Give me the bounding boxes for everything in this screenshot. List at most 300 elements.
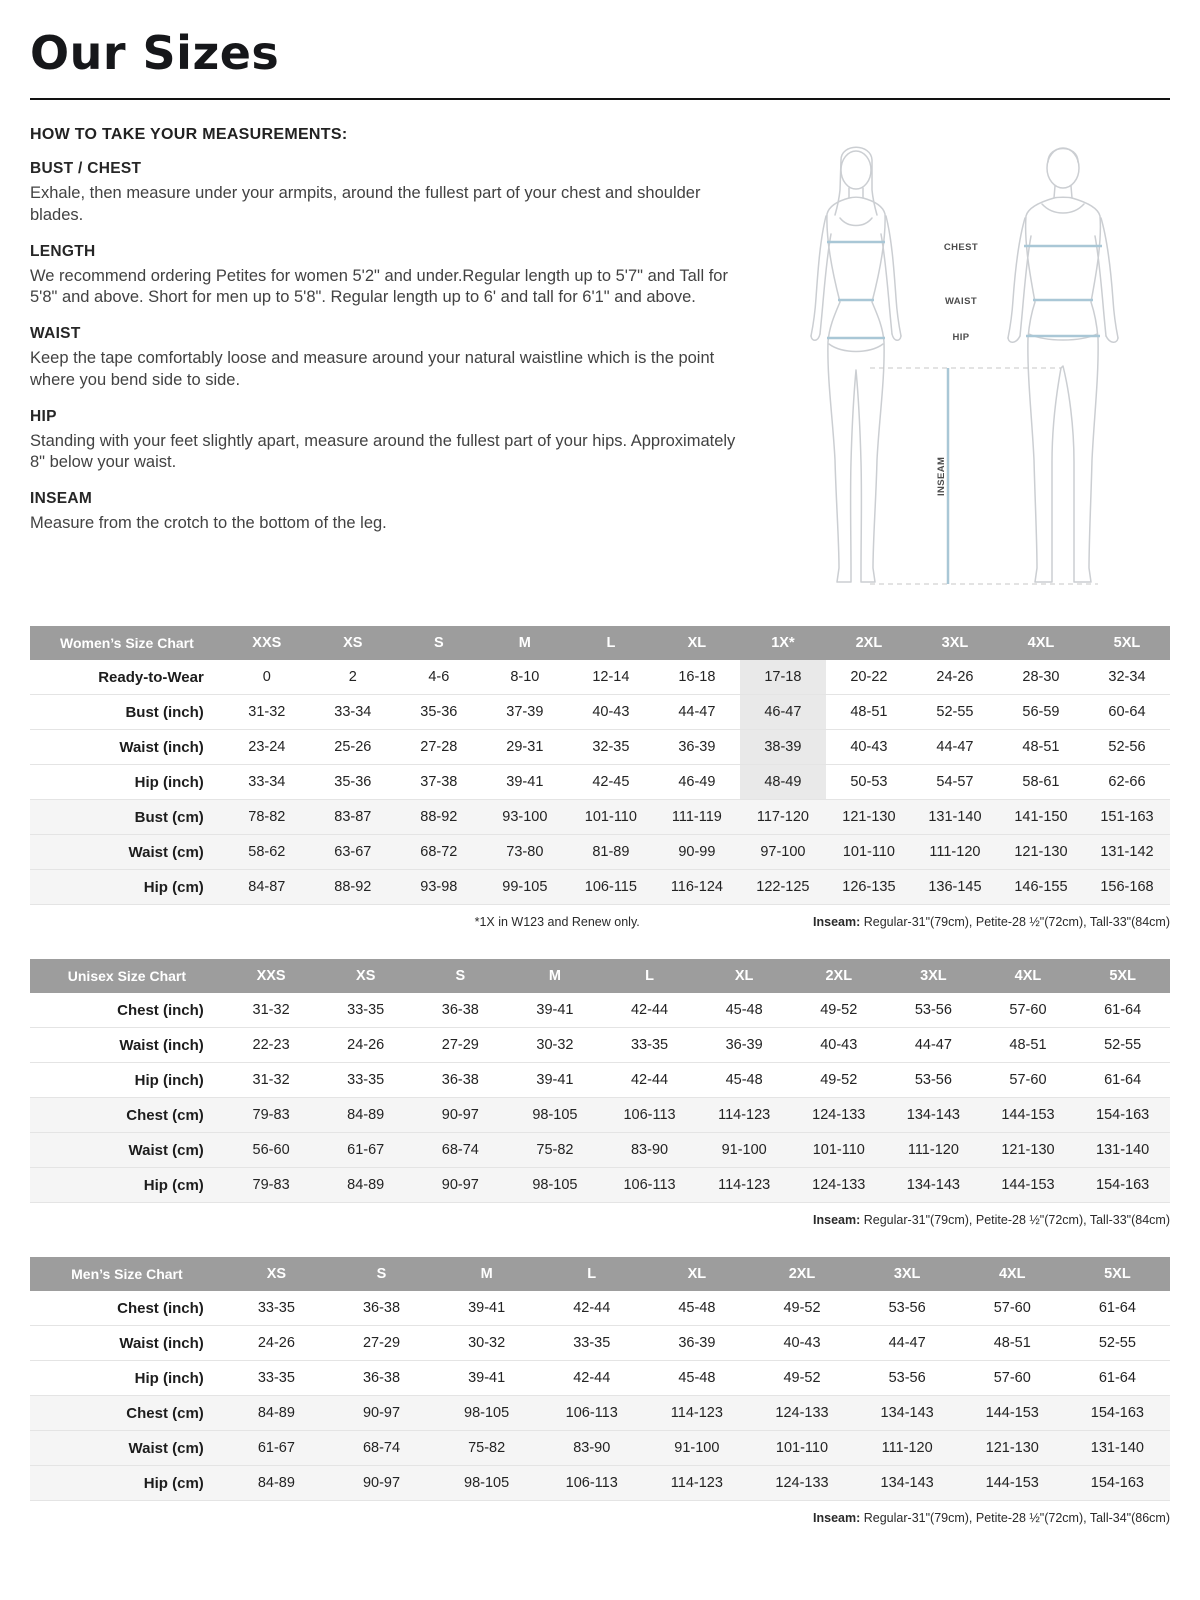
size-cell: 106-113 xyxy=(539,1466,644,1501)
section-body: Keep the tape comfortably loose and measure around your natural waistline which is the point where you bend side to side. xyxy=(30,349,715,389)
size-cell: 88-92 xyxy=(396,800,482,835)
row-label: Waist (inch) xyxy=(30,1326,224,1361)
size-cell: 154-163 xyxy=(1065,1396,1170,1431)
size-cell: 144-153 xyxy=(981,1098,1076,1133)
column-header: XS xyxy=(224,1257,329,1291)
table-title: Men’s Size Chart xyxy=(30,1257,224,1291)
size-cell: 84-89 xyxy=(318,1098,413,1133)
row-label: Chest (inch) xyxy=(30,1291,224,1326)
size-cell: 91-100 xyxy=(644,1431,749,1466)
size-cell: 40-43 xyxy=(791,1028,886,1063)
size-cell: 48-51 xyxy=(998,730,1084,765)
column-header: XS xyxy=(318,959,413,993)
size-cell: 52-56 xyxy=(1084,730,1170,765)
size-cell: 124-133 xyxy=(791,1098,886,1133)
table-title: Unisex Size Chart xyxy=(30,959,224,993)
unisex-size-chart xyxy=(30,959,1170,1203)
table-row xyxy=(30,765,1170,800)
size-cell: 27-28 xyxy=(396,730,482,765)
hip-label: HIP xyxy=(952,332,970,343)
size-cell: 24-26 xyxy=(912,660,998,695)
section-body: We recommend ordering Petites for women 5'2" and under.Regular length up to 5'7" and Tall for 5'8" and above. Short for men up to 5'8". Regular length up to 6' and tall for 6'1" and above. xyxy=(30,266,728,307)
size-cell: 101-110 xyxy=(568,800,654,835)
table-row xyxy=(30,800,1170,835)
size-cell: 78-82 xyxy=(224,800,310,835)
section-title: LENGTH xyxy=(30,242,96,260)
size-cell: 31-32 xyxy=(224,1063,319,1098)
table-title: Women’s Size Chart xyxy=(30,626,224,660)
column-header: L xyxy=(539,1257,644,1291)
size-cell: 17-18 xyxy=(740,660,826,695)
size-cell: 31-32 xyxy=(224,993,319,1028)
size-cell: 98-105 xyxy=(508,1168,603,1203)
column-header: S xyxy=(329,1257,434,1291)
size-cell: 49-52 xyxy=(791,1063,886,1098)
size-cell: 83-90 xyxy=(539,1431,644,1466)
size-cell: 22-23 xyxy=(224,1028,319,1063)
page-title: Our Sizes xyxy=(30,26,280,80)
table-row xyxy=(30,1133,1170,1168)
size-cell: 46-49 xyxy=(654,765,740,800)
size-cell: 42-44 xyxy=(602,1063,697,1098)
section-bust-chest xyxy=(30,160,750,227)
size-cell: 79-83 xyxy=(224,1168,319,1203)
male-figure xyxy=(1008,148,1118,582)
size-cell: 57-60 xyxy=(981,993,1076,1028)
mens-footnotes xyxy=(30,1511,1170,1525)
size-cell: 28-30 xyxy=(998,660,1084,695)
size-cell: 45-48 xyxy=(644,1291,749,1326)
row-label: Waist (inch) xyxy=(30,730,224,765)
column-header: 1X* xyxy=(740,626,826,660)
table-row xyxy=(30,1396,1170,1431)
size-cell: 45-48 xyxy=(697,1063,792,1098)
size-cell: 52-55 xyxy=(912,695,998,730)
size-cell: 53-56 xyxy=(886,1063,981,1098)
size-cell: 101-110 xyxy=(826,835,912,870)
instructions-text xyxy=(30,126,750,600)
size-cell: 75-82 xyxy=(508,1133,603,1168)
size-cell: 0 xyxy=(224,660,310,695)
size-cell: 53-56 xyxy=(886,993,981,1028)
column-header: S xyxy=(413,959,508,993)
column-header: 5XL xyxy=(1084,626,1170,660)
table-row xyxy=(30,1063,1170,1098)
size-cell: 60-64 xyxy=(1084,695,1170,730)
inseam-note-text: Regular-31"(79cm), Petite-28 ½"(72cm), Tall-34"(86cm) xyxy=(860,1511,1170,1525)
inseam-note-text: Regular-31"(79cm), Petite-28 ½"(72cm), Tall-33"(84cm) xyxy=(860,915,1170,929)
size-cell: 53-56 xyxy=(855,1361,960,1396)
size-cell: 154-163 xyxy=(1075,1168,1170,1203)
size-cell: 36-39 xyxy=(644,1326,749,1361)
size-cell: 126-135 xyxy=(826,870,912,905)
size-cell: 44-47 xyxy=(654,695,740,730)
size-cell: 93-98 xyxy=(396,870,482,905)
size-cell: 44-47 xyxy=(912,730,998,765)
section-title: INSEAM xyxy=(30,490,93,508)
size-cell: 68-72 xyxy=(396,835,482,870)
size-cell: 61-64 xyxy=(1065,1291,1170,1326)
size-cell: 63-67 xyxy=(310,835,396,870)
size-cell: 38-39 xyxy=(740,730,826,765)
size-cell: 111-120 xyxy=(886,1133,981,1168)
size-cell: 134-143 xyxy=(886,1168,981,1203)
size-cell: 61-64 xyxy=(1075,993,1170,1028)
size-cell: 62-66 xyxy=(1084,765,1170,800)
section-title: HIP xyxy=(30,407,57,425)
table-row xyxy=(30,660,1170,695)
row-label: Hip (inch) xyxy=(30,765,224,800)
table-row xyxy=(30,1098,1170,1133)
table-row xyxy=(30,993,1170,1028)
size-cell: 111-120 xyxy=(912,835,998,870)
size-cell: 98-105 xyxy=(434,1396,539,1431)
row-label: Waist (cm) xyxy=(30,1431,224,1466)
size-cell: 27-29 xyxy=(413,1028,508,1063)
column-header: 2XL xyxy=(749,1257,854,1291)
size-cell: 48-51 xyxy=(981,1028,1076,1063)
row-label: Ready-to-Wear xyxy=(30,660,224,695)
size-cell: 48-51 xyxy=(960,1326,1065,1361)
size-cell: 81-89 xyxy=(568,835,654,870)
size-cell: 90-99 xyxy=(654,835,740,870)
size-cell: 45-48 xyxy=(644,1361,749,1396)
column-header: L xyxy=(602,959,697,993)
size-cell: 49-52 xyxy=(791,993,886,1028)
size-cell: 146-155 xyxy=(998,870,1084,905)
size-cell: 53-56 xyxy=(855,1291,960,1326)
size-cell: 4-6 xyxy=(396,660,482,695)
size-cell: 111-120 xyxy=(855,1431,960,1466)
column-header: XL xyxy=(697,959,792,993)
section-waist xyxy=(30,325,750,392)
row-label: Chest (inch) xyxy=(30,993,224,1028)
row-label: Hip (cm) xyxy=(30,1466,224,1501)
row-label: Chest (cm) xyxy=(30,1396,224,1431)
inseam-label: INSEAM xyxy=(936,456,947,496)
size-cell: 42-44 xyxy=(539,1291,644,1326)
table-row xyxy=(30,1028,1170,1063)
inseam-note-label: Inseam: xyxy=(813,1213,861,1227)
size-cell: 106-113 xyxy=(539,1396,644,1431)
size-cell: 121-130 xyxy=(998,835,1084,870)
section-body: Standing with your feet slightly apart, measure around the fullest part of your hips. Approximately 8" below your waist. xyxy=(30,431,736,472)
size-cell: 122-125 xyxy=(740,870,826,905)
size-cell: 39-41 xyxy=(508,1063,603,1098)
size-cell: 33-34 xyxy=(310,695,396,730)
size-cell: 33-35 xyxy=(539,1326,644,1361)
female-figure xyxy=(811,147,901,582)
size-cell: 124-133 xyxy=(749,1396,854,1431)
size-cell: 35-36 xyxy=(396,695,482,730)
size-cell: 50-53 xyxy=(826,765,912,800)
row-label: Hip (inch) xyxy=(30,1063,224,1098)
size-cell: 39-41 xyxy=(482,765,568,800)
size-cell: 68-74 xyxy=(413,1133,508,1168)
column-header: 5XL xyxy=(1075,959,1170,993)
measurement-instructions xyxy=(30,126,1170,600)
size-cell: 79-83 xyxy=(224,1098,319,1133)
size-cell: 58-62 xyxy=(224,835,310,870)
size-cell: 61-64 xyxy=(1075,1063,1170,1098)
size-cell: 25-26 xyxy=(310,730,396,765)
table-row xyxy=(30,870,1170,905)
row-label: Hip (cm) xyxy=(30,1168,224,1203)
size-cell: 32-34 xyxy=(1084,660,1170,695)
size-cell: 141-150 xyxy=(998,800,1084,835)
size-cell: 56-60 xyxy=(224,1133,319,1168)
size-cell: 33-35 xyxy=(318,993,413,1028)
size-cell: 33-35 xyxy=(224,1291,329,1326)
size-cell: 121-130 xyxy=(981,1133,1076,1168)
size-cell: 48-51 xyxy=(826,695,912,730)
size-cell: 36-38 xyxy=(413,993,508,1028)
column-header: 4XL xyxy=(981,959,1076,993)
section-body: Exhale, then measure under your armpits, around the fullest part of your chest and shoulder blades. xyxy=(30,184,701,224)
column-header: XXS xyxy=(224,626,310,660)
row-label: Hip (inch) xyxy=(30,1361,224,1396)
table-row xyxy=(30,730,1170,765)
size-cell: 98-105 xyxy=(508,1098,603,1133)
size-cell: 57-60 xyxy=(981,1063,1076,1098)
column-header: 3XL xyxy=(855,1257,960,1291)
size-cell: 151-163 xyxy=(1084,800,1170,835)
column-header: 3XL xyxy=(912,626,998,660)
size-cell: 154-163 xyxy=(1075,1098,1170,1133)
section-title: BUST / CHEST xyxy=(30,160,142,177)
size-cell: 31-32 xyxy=(224,695,310,730)
size-cell: 49-52 xyxy=(749,1291,854,1326)
size-cell: 61-67 xyxy=(224,1431,329,1466)
title-divider xyxy=(30,98,1170,100)
size-cell: 39-41 xyxy=(434,1361,539,1396)
column-header: M xyxy=(434,1257,539,1291)
size-cell: 30-32 xyxy=(508,1028,603,1063)
size-cell: 84-89 xyxy=(224,1466,329,1501)
size-cell: 106-113 xyxy=(602,1168,697,1203)
size-cell: 36-39 xyxy=(654,730,740,765)
size-cell: 144-153 xyxy=(981,1168,1076,1203)
size-cell: 40-43 xyxy=(826,730,912,765)
size-cell: 37-39 xyxy=(482,695,568,730)
size-cell: 36-38 xyxy=(413,1063,508,1098)
inseam-note-label: Inseam: xyxy=(813,1511,861,1525)
column-header: XS xyxy=(310,626,396,660)
size-cell: 131-140 xyxy=(1075,1133,1170,1168)
inseam-note xyxy=(813,915,1170,929)
table-row xyxy=(30,1326,1170,1361)
size-cell: 101-110 xyxy=(791,1133,886,1168)
size-cell: 90-97 xyxy=(329,1466,434,1501)
instructions-heading: HOW TO TAKE YOUR MEASUREMENTS: xyxy=(30,126,348,143)
size-cell: 12-14 xyxy=(568,660,654,695)
size-cell: 75-82 xyxy=(434,1431,539,1466)
size-cell: 116-124 xyxy=(654,870,740,905)
size-cell: 83-90 xyxy=(602,1133,697,1168)
measurement-lines xyxy=(827,242,1102,584)
section-body: Measure from the crotch to the bottom of the leg. xyxy=(30,514,387,533)
size-cell: 33-35 xyxy=(602,1028,697,1063)
chest-label: CHEST xyxy=(943,242,979,253)
size-cell: 37-38 xyxy=(396,765,482,800)
womens-size-chart-table xyxy=(30,626,1170,905)
table-row xyxy=(30,835,1170,870)
size-cell: 2 xyxy=(310,660,396,695)
size-cell: 121-130 xyxy=(960,1431,1065,1466)
size-cell: 39-41 xyxy=(434,1291,539,1326)
size-cell: 90-97 xyxy=(413,1168,508,1203)
size-cell: 134-143 xyxy=(855,1466,960,1501)
size-cell: 44-47 xyxy=(886,1028,981,1063)
size-cell: 42-44 xyxy=(602,993,697,1028)
size-cell: 24-26 xyxy=(318,1028,413,1063)
table-row xyxy=(30,1291,1170,1326)
womens-footnotes xyxy=(30,915,1170,929)
section-hip xyxy=(30,408,750,475)
column-header: XL xyxy=(654,626,740,660)
male-hair xyxy=(1048,149,1078,163)
female-hair xyxy=(835,147,877,215)
size-cell: 30-32 xyxy=(434,1326,539,1361)
column-header: 3XL xyxy=(886,959,981,993)
column-header: 2XL xyxy=(791,959,886,993)
table-row xyxy=(30,1431,1170,1466)
table-row xyxy=(30,695,1170,730)
size-cell: 33-35 xyxy=(318,1063,413,1098)
column-header: M xyxy=(482,626,568,660)
size-cell: 27-29 xyxy=(329,1326,434,1361)
size-cell: 45-48 xyxy=(697,993,792,1028)
size-cell: 88-92 xyxy=(310,870,396,905)
size-cell: 131-140 xyxy=(912,800,998,835)
size-cell: 49-52 xyxy=(749,1361,854,1396)
size-cell: 42-45 xyxy=(568,765,654,800)
footnote-1x: *1X in W123 and Renew only. xyxy=(474,915,640,929)
size-cell: 131-142 xyxy=(1084,835,1170,870)
inseam-note-label: Inseam: xyxy=(813,915,861,929)
size-cell: 39-41 xyxy=(508,993,603,1028)
row-label: Chest (cm) xyxy=(30,1098,224,1133)
size-cell: 52-55 xyxy=(1075,1028,1170,1063)
column-header: L xyxy=(568,626,654,660)
size-cell: 91-100 xyxy=(697,1133,792,1168)
size-cell: 16-18 xyxy=(654,660,740,695)
size-cell: 61-64 xyxy=(1065,1361,1170,1396)
size-cell: 35-36 xyxy=(310,765,396,800)
row-label: Bust (cm) xyxy=(30,800,224,835)
size-cell: 84-89 xyxy=(318,1168,413,1203)
column-header: 4XL xyxy=(998,626,1084,660)
size-cell: 57-60 xyxy=(960,1291,1065,1326)
size-cell: 8-10 xyxy=(482,660,568,695)
inseam-note xyxy=(813,1511,1170,1525)
size-cell: 114-123 xyxy=(697,1098,792,1133)
size-cell: 117-120 xyxy=(740,800,826,835)
size-cell: 131-140 xyxy=(1065,1431,1170,1466)
size-cell: 144-153 xyxy=(960,1466,1065,1501)
size-cell: 29-31 xyxy=(482,730,568,765)
size-cell: 97-100 xyxy=(740,835,826,870)
size-cell: 42-44 xyxy=(539,1361,644,1396)
column-header: M xyxy=(508,959,603,993)
size-cell: 40-43 xyxy=(749,1326,854,1361)
size-cell: 83-87 xyxy=(310,800,396,835)
size-cell: 52-55 xyxy=(1065,1326,1170,1361)
size-cell: 90-97 xyxy=(329,1396,434,1431)
size-cell: 99-105 xyxy=(482,870,568,905)
mens-size-chart-table xyxy=(30,1257,1170,1501)
column-header: XXS xyxy=(224,959,319,993)
size-cell: 33-35 xyxy=(224,1361,329,1396)
waist-label: WAIST xyxy=(944,296,978,307)
size-cell: 36-39 xyxy=(697,1028,792,1063)
size-cell: 144-153 xyxy=(960,1396,1065,1431)
size-cell: 154-163 xyxy=(1065,1466,1170,1501)
row-label: Bust (inch) xyxy=(30,695,224,730)
size-cell: 124-133 xyxy=(749,1466,854,1501)
size-cell: 106-115 xyxy=(568,870,654,905)
size-cell: 46-47 xyxy=(740,695,826,730)
size-cell: 58-61 xyxy=(998,765,1084,800)
column-header: 5XL xyxy=(1065,1257,1170,1291)
row-label: Waist (inch) xyxy=(30,1028,224,1063)
column-header: 4XL xyxy=(960,1257,1065,1291)
mens-size-chart xyxy=(30,1257,1170,1501)
row-label: Hip (cm) xyxy=(30,870,224,905)
size-cell: 114-123 xyxy=(697,1168,792,1203)
size-cell: 156-168 xyxy=(1084,870,1170,905)
size-cell: 57-60 xyxy=(960,1361,1065,1396)
unisex-size-chart-table xyxy=(30,959,1170,1203)
size-cell: 114-123 xyxy=(644,1466,749,1501)
section-inseam xyxy=(30,490,750,535)
column-header: 2XL xyxy=(826,626,912,660)
size-cell: 40-43 xyxy=(568,695,654,730)
row-label: Waist (cm) xyxy=(30,1133,224,1168)
size-cell: 61-67 xyxy=(318,1133,413,1168)
column-header: XL xyxy=(644,1257,749,1291)
size-cell: 84-89 xyxy=(224,1396,329,1431)
size-cell: 111-119 xyxy=(654,800,740,835)
size-cell: 32-35 xyxy=(568,730,654,765)
size-cell: 134-143 xyxy=(855,1396,960,1431)
table-row xyxy=(30,1168,1170,1203)
size-cell: 48-49 xyxy=(740,765,826,800)
size-cell: 136-145 xyxy=(912,870,998,905)
size-cell: 24-26 xyxy=(224,1326,329,1361)
table-row xyxy=(30,1466,1170,1501)
size-cell: 121-130 xyxy=(826,800,912,835)
section-title: WAIST xyxy=(30,325,81,343)
section-length xyxy=(30,243,750,310)
womens-size-chart xyxy=(30,626,1170,905)
inseam-note-text: Regular-31"(79cm), Petite-28 ½"(72cm), Tall-33"(84cm) xyxy=(860,1213,1170,1227)
size-cell: 36-38 xyxy=(329,1361,434,1396)
measurement-diagram xyxy=(778,126,1170,600)
table-row xyxy=(30,1361,1170,1396)
unisex-footnotes xyxy=(30,1213,1170,1227)
column-header: S xyxy=(396,626,482,660)
size-cell: 101-110 xyxy=(749,1431,854,1466)
size-cell: 124-133 xyxy=(791,1168,886,1203)
size-cell: 33-34 xyxy=(224,765,310,800)
size-cell: 23-24 xyxy=(224,730,310,765)
size-cell: 114-123 xyxy=(644,1396,749,1431)
size-cell: 93-100 xyxy=(482,800,568,835)
inseam-note xyxy=(813,1213,1170,1227)
size-cell: 36-38 xyxy=(329,1291,434,1326)
size-cell: 44-47 xyxy=(855,1326,960,1361)
